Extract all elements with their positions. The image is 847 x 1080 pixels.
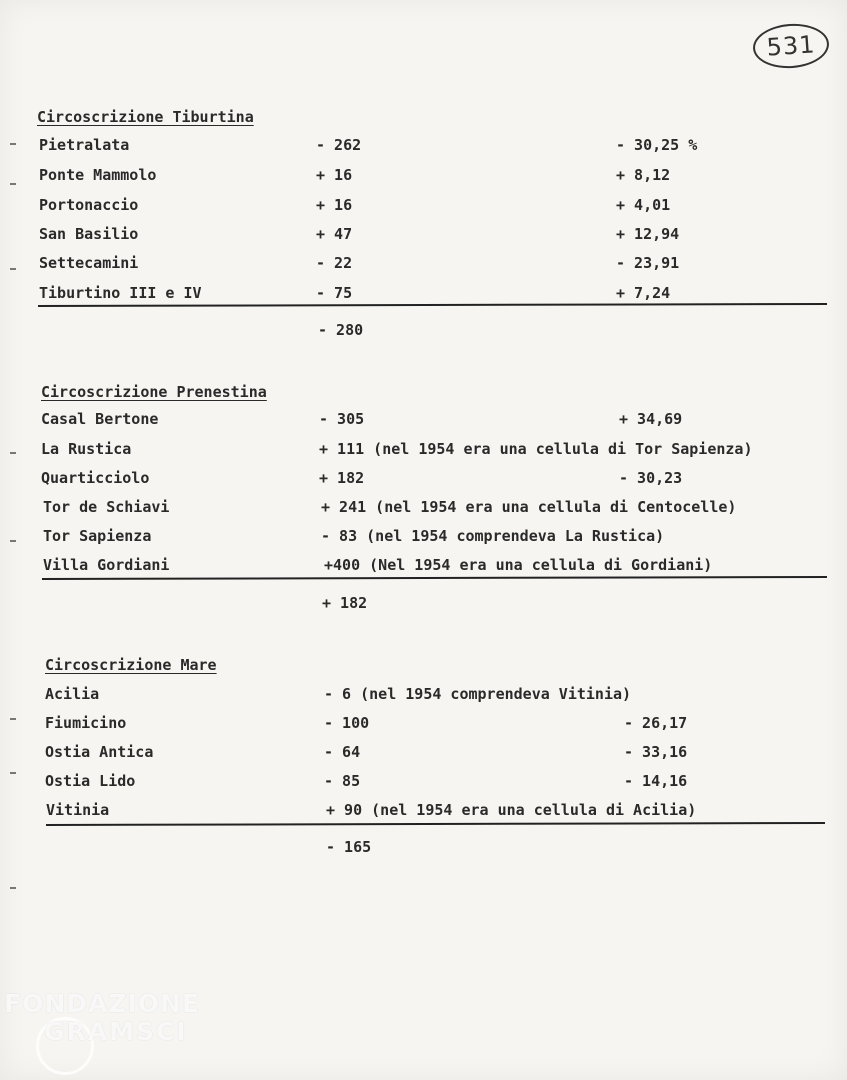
row-name: Villa Gordiani xyxy=(43,556,170,574)
table-row xyxy=(0,801,847,823)
row-name: Tiburtino III e IV xyxy=(39,284,202,302)
row-change: - 75 xyxy=(316,284,353,302)
row-name: La Rustica xyxy=(41,440,132,458)
row-change: - 83 (nel 1954 comprendeva La Rustica) xyxy=(321,527,665,545)
table-row xyxy=(0,469,847,491)
row-pct: - 26,17 xyxy=(624,714,688,732)
row-change: - 64 xyxy=(324,743,361,761)
table-row xyxy=(0,196,847,218)
row-change: +400 (Nel 1954 era una cellula di Gordiani) xyxy=(324,556,713,574)
row-name: Tor de Schiavi xyxy=(43,498,170,516)
table-row xyxy=(0,743,847,765)
row-pct: + 7,24 xyxy=(616,284,671,302)
row-name: Casal Bertone xyxy=(41,410,159,428)
row-change: + 241 (nel 1954 era una cellula di Centocelle) xyxy=(321,498,737,516)
section-title-tiburtina: Circoscrizione Tiburtina xyxy=(37,108,254,126)
row-name: Quarticciolo xyxy=(41,469,150,487)
row-name: Ostia Lido xyxy=(45,772,136,790)
row-name: Acilia xyxy=(45,685,100,703)
watermark-line1: FONDAZIONE xyxy=(4,989,201,1018)
margin-mark xyxy=(10,887,16,889)
row-pct: - 23,91 xyxy=(616,254,680,272)
row-pct: - 30,23 xyxy=(619,469,683,487)
row-change: + 16 xyxy=(316,166,353,184)
row-name: Fiumicino xyxy=(45,714,127,732)
table-row xyxy=(0,527,847,549)
row-name: Ponte Mammolo xyxy=(39,166,157,184)
table-row xyxy=(0,714,847,736)
section-title-prenestina: Circoscrizione Prenestina xyxy=(41,383,267,401)
row-change: + 16 xyxy=(316,196,353,214)
table-row xyxy=(0,166,847,188)
row-change: - 85 xyxy=(324,772,361,790)
row-pct: - 14,16 xyxy=(624,772,688,790)
table-row xyxy=(0,254,847,276)
section-title-mare: Circoscrizione Mare xyxy=(45,656,217,674)
table-row xyxy=(0,685,847,707)
row-pct: - 30,25 % xyxy=(616,136,698,154)
row-pct: + 34,69 xyxy=(619,410,683,428)
row-name: Ostia Antica xyxy=(45,743,154,761)
row-change: - 305 xyxy=(319,410,365,428)
table-row xyxy=(0,410,847,432)
fondazione-gramsci-watermark xyxy=(0,985,230,1075)
table-row xyxy=(0,440,847,462)
section-total: - 280 xyxy=(318,321,364,339)
row-name: Settecamini xyxy=(39,254,139,272)
row-change: + 111 (nel 1954 era una cellula di Tor Sapienza) xyxy=(319,440,753,458)
table-row xyxy=(0,136,847,158)
table-row xyxy=(0,225,847,247)
row-change: + 182 xyxy=(319,469,365,487)
section-total: + 182 xyxy=(322,594,368,612)
row-pct: + 12,94 xyxy=(616,225,680,243)
row-change: - 100 xyxy=(324,714,370,732)
row-change: + 47 xyxy=(316,225,353,243)
row-change: - 6 (nel 1954 comprendeva Vitinia) xyxy=(324,685,632,703)
table-row xyxy=(0,772,847,794)
section-total: - 165 xyxy=(326,838,372,856)
page-number-stamp: 531 xyxy=(752,21,831,70)
watermark-line2: GRAMSCI xyxy=(44,1017,188,1046)
row-change: + 90 (nel 1954 era una cellula di Acilia) xyxy=(326,801,697,819)
row-name: San Basilio xyxy=(39,225,139,243)
row-pct: + 8,12 xyxy=(616,166,671,184)
table-row xyxy=(0,498,847,520)
row-change: - 262 xyxy=(316,136,362,154)
row-name: Vitinia xyxy=(46,801,110,819)
row-name: Portonaccio xyxy=(39,196,139,214)
row-change: - 22 xyxy=(316,254,353,272)
row-name: Tor Sapienza xyxy=(43,527,152,545)
table-row xyxy=(0,556,847,578)
row-pct: + 4,01 xyxy=(616,196,671,214)
row-name: Pietralata xyxy=(39,136,130,154)
row-pct: - 33,16 xyxy=(624,743,688,761)
